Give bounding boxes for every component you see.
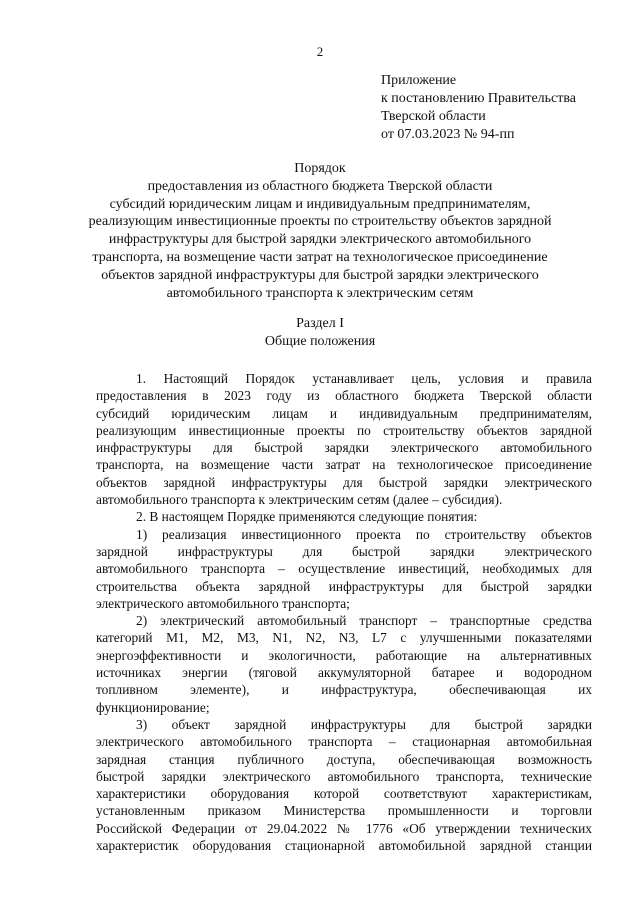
paragraph-line: автомобильного транспорта – осуществление инвестиций, необходимых для [96,561,592,577]
paragraph-line: электрического автомобильного транспорта – стационарная автомобильная [96,734,592,750]
appendix-line: от 07.03.2023 № 94-пп [381,127,515,142]
paragraph-line: зарядная станция публичного доступа, обеспечивающая возможность [96,751,592,767]
section-heading [60,315,580,351]
title-line: субсидий юридическим лицам и индивидуальным предпринимателям, [109,196,531,212]
body-text [96,370,592,854]
title-heading: Порядок [294,161,346,176]
paragraph [96,526,592,612]
paragraph-line: характеристик оборудования стационарной автомобильной зарядной станции [96,838,592,854]
paragraph-line: 2) электрический автомобильный транспорт – транспортные средства [136,613,592,629]
title-line: объектов зарядной инфраструктуры для быстрой зарядки электрического [101,267,539,283]
appendix-header [381,72,631,144]
paragraph-line: субсидий юридическим лицам и индивидуальным предпринимателям, [96,405,592,421]
paragraph-line: 1. Настоящий Порядок устанавливает цель, условия и правила [136,371,592,386]
paragraph-line: характеристики оборудования которой соответствуют характеристикам, [96,786,592,802]
paragraph-line: автомобильного транспорта к электрическим сетям (далее – субсидия). [96,492,503,508]
section-name: Общие положения [264,334,376,349]
paragraph-line: установленным приказом Министерства промышленности и торговли [96,803,592,819]
paragraph-line: 3) объект зарядной инфраструктуры для быстрой зарядки [136,716,592,732]
paragraph [96,508,592,525]
paragraph [96,612,592,716]
paragraph [96,716,592,854]
title-line: автомобильного транспорта к электрическим сетям [166,285,474,301]
paragraph-line: Российской Федерации от 29.04.2022 № 1776 «Об утверждении технических [96,820,592,836]
title-line: реализующим инвестиционные проекты по строительству объектов зарядной [88,214,552,230]
paragraph-line: транспорта, на возмещение части затрат на технологическое присоединение [96,457,592,473]
paragraph-line: электрического автомобильного транспорта; [96,595,350,611]
paragraph-line: объектов зарядной инфраструктуры для быстрой зарядки электрического [96,474,592,490]
paragraph-line: функционирование; [96,699,210,715]
appendix-line: Приложение [381,73,457,88]
paragraph-line: источниках энергии (тяговой аккумуляторной батарее и водородном [96,665,592,681]
paragraph-line: предоставления в 2023 году из областного бюджета Тверской области [96,388,592,404]
title-line: транспорта, на возмещение части затрат на технологическое присоединение [92,249,548,265]
appendix-line: к постановлению Правительства [381,91,577,106]
paragraph-line: 1) реализация инвестиционного проекта по строительству объектов [136,526,592,542]
paragraph-line: реализующим инвестиционные проекты по строительству объектов зарядной [96,422,592,438]
appendix-line: Тверской области [381,109,486,124]
paragraph-line: 2. В настоящем Порядке применяются следующие понятия: [136,509,478,525]
title-line: инфраструктуры для быстрой зарядки электрического автомобильного [108,232,532,248]
title-line: предоставления из областного бюджета Тверской области [147,178,493,194]
page-number: 2 [316,44,324,59]
paragraph-line: строительства объекта зарядной инфраструктуры для быстрой зарядки [96,578,592,594]
paragraph-line: инфраструктуры для быстрой зарядки электрического автомобильного [96,440,592,456]
paragraph-line: быстрой зарядки электрического автомобильного транспорта, технические [96,768,592,784]
document-title [60,160,580,302]
paragraph-line: категорий M1, M2, M3, N1, N2, N3, L7 с улучшенными показателями [96,630,592,646]
section-number: Раздел I [296,316,344,331]
paragraph [96,370,592,508]
paragraph-line: зарядной инфраструктуры для быстрой зарядки электрического [96,543,592,559]
paragraph-line: энергоэффективности и экологичности, работающие на альтернативных [96,647,592,663]
paragraph-line: топливном элементе), и инфраструктура, обеспечивающая их [96,682,592,698]
